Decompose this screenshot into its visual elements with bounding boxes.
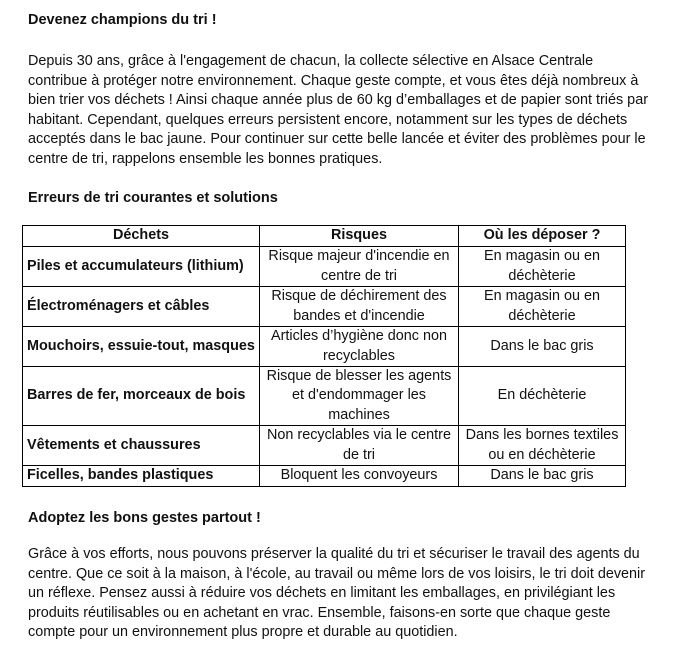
table-row (23, 466, 626, 487)
disposal-cell: En déchèterie (459, 367, 626, 426)
disposal-cell: Dans le bac gris (459, 466, 626, 487)
table-row (23, 367, 626, 426)
header-ou-deposer: Où les déposer ? (459, 226, 626, 247)
disposal-cell: Dans les bornes textiles ou en déchèterie (459, 426, 626, 466)
section-title-errors: Erreurs de tri courantes et solutions (28, 190, 278, 206)
section-title-good-habits: Adoptez les bons gestes partout ! (28, 510, 261, 526)
risk-cell: Risque de déchirement des bandes et d'incendie (260, 287, 459, 327)
sorting-errors-table (22, 225, 626, 487)
disposal-cell: En magasin ou en déchèterie (459, 287, 626, 327)
waste-cell: Mouchoirs, essuie-tout, masques (23, 327, 260, 367)
waste-cell: Vêtements et chaussures (23, 426, 260, 466)
risk-cell: Risque majeur d'incendie en centre de tri (260, 247, 459, 287)
risk-cell: Risque de blesser les agents et d'endommager les machines (260, 367, 459, 426)
table-header-row (23, 226, 626, 247)
table-row (23, 287, 626, 327)
waste-cell: Électroménagers et câbles (23, 287, 260, 327)
disposal-cell: Dans le bac gris (459, 327, 626, 367)
waste-cell: Piles et accumulateurs (lithium) (23, 247, 260, 287)
intro-paragraph: Depuis 30 ans, grâce à l'engagement de chacun, la collecte sélective en Alsace Centrale contribue à protéger notre environnement. Chaque geste compte, et vous êtes déjà nombreux à bien trier vos déchets ! Ainsi chaque année plus de 60 kg d’emballages et de papier sont triés par habitant. Cependant, quelques erreurs persistent encore, notamment sur les types de déchets acceptés dans le bac jaune. Pour continuer sur cette belle lancée et éviter des problèmes pour le centre de tri, rappelons ensemble les bonnes pratiques. (28, 53, 648, 167)
risk-cell: Articles d’hygiène donc non recyclables (260, 327, 459, 367)
table-row (23, 327, 626, 367)
risk-cell: Bloquent les convoyeurs (260, 466, 459, 487)
header-risques: Risques (260, 226, 459, 247)
waste-cell: Ficelles, bandes plastiques (23, 466, 260, 487)
disposal-cell: En magasin ou en déchèterie (459, 247, 626, 287)
table-row (23, 426, 626, 466)
risk-cell: Non recyclables via le centre de tri (260, 426, 459, 466)
section-title-champions: Devenez champions du tri ! (28, 12, 217, 28)
table-row (23, 247, 626, 287)
waste-cell: Barres de fer, morceaux de bois (23, 367, 260, 426)
header-dechets: Déchets (23, 226, 260, 247)
closing-paragraph: Grâce à vos efforts, nous pouvons préserver la qualité du tri et sécuriser le travail des agents du centre. Que ce soit à la maison, à l'école, au travail ou même lors de vos loisirs, le tri doit devenir un réflexe. Pensez aussi à réduire vos déchets en limitant les emballages, en privilégiant les produits réutilisables ou en achetant en vrac. Ensemble, faisons-en sorte que chaque geste compte pour un environnement plus propre et durable au quotidien. (28, 546, 646, 641)
